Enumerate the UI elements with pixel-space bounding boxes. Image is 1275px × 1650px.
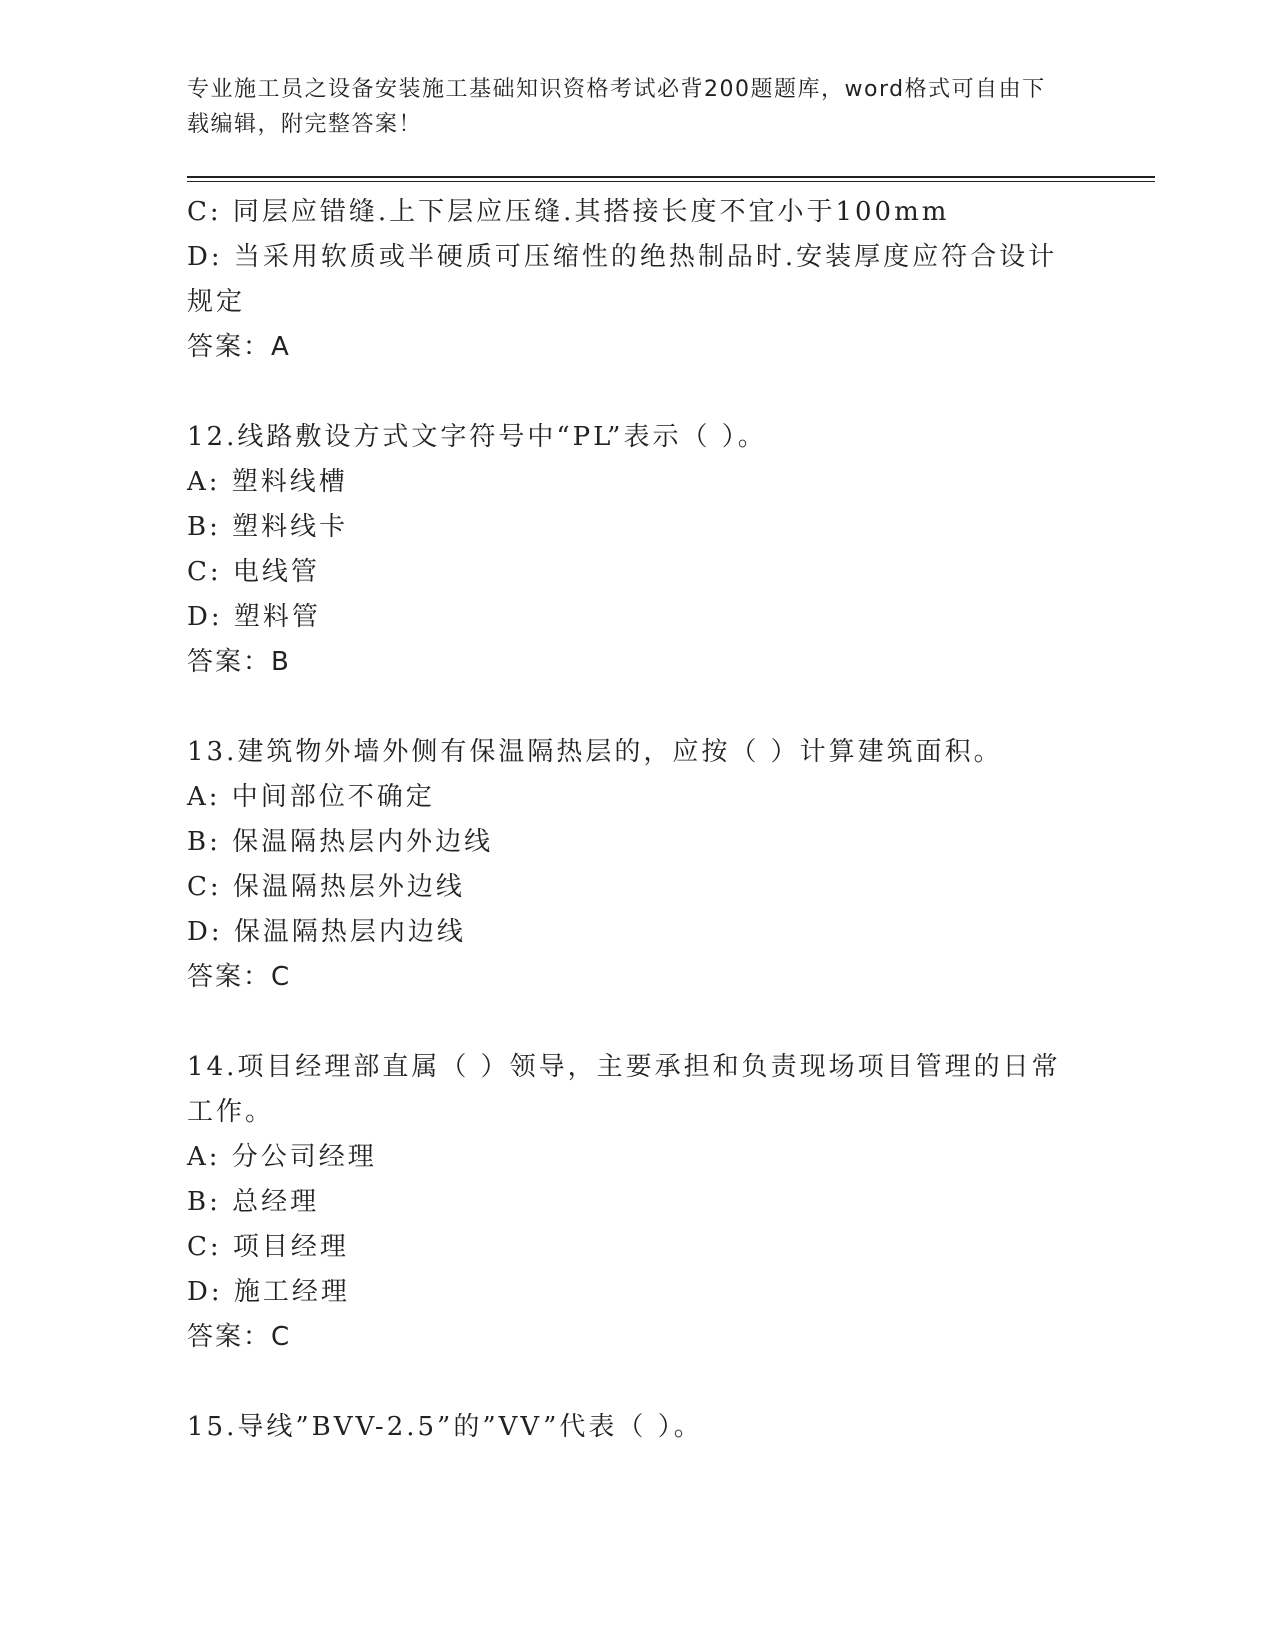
option-d: D: 当采用软质或半硬质可压缩性的绝热制品时.安装厚度应符合设计规定 bbox=[187, 242, 1058, 317]
option-a: A: 中间部位不确定 bbox=[187, 782, 435, 812]
header-rule-thick bbox=[187, 176, 1155, 178]
answer: 答案：A bbox=[187, 332, 291, 362]
question-stem: 12.线路敷设方式文字符号中“PL”表示（ ）。 bbox=[187, 422, 767, 452]
option-c: C: 同层应错缝.上下层应压缝.其搭接长度不宜小于100mm bbox=[187, 197, 950, 227]
answer: 答案：B bbox=[187, 647, 291, 677]
question-stem: 13.建筑物外墙外侧有保温隔热层的，应按（ ）计算建筑面积。 bbox=[187, 737, 1003, 767]
header-rule-thin bbox=[187, 181, 1155, 182]
question-13 bbox=[187, 730, 1067, 1000]
question-15 bbox=[187, 1405, 1067, 1450]
question-stem: 15.导线”BVV-2.5”的”VV”代表（ ）。 bbox=[187, 1412, 703, 1442]
question-stem: 14.项目经理部直属（ ）领导，主要承担和负责现场项目管理的日常工作。 bbox=[187, 1052, 1061, 1127]
document-header: 专业施工员之设备安装施工基础知识资格考试必背200题题库，word格式可自由下载编辑，附完整答案！ bbox=[187, 77, 1046, 137]
option-c: C: 项目经理 bbox=[187, 1232, 349, 1262]
option-c: C: 保温隔热层外边线 bbox=[187, 872, 465, 902]
option-d: D: 保温隔热层内边线 bbox=[187, 917, 466, 947]
answer: 答案：C bbox=[187, 962, 292, 992]
option-b: B: 塑料线卡 bbox=[187, 512, 349, 542]
option-b: B: 保温隔热层内外边线 bbox=[187, 827, 494, 857]
question-14 bbox=[187, 1045, 1067, 1360]
question-11-tail bbox=[187, 190, 1067, 370]
option-d: D: 塑料管 bbox=[187, 602, 321, 632]
answer: 答案：C bbox=[187, 1322, 292, 1352]
option-c: C: 电线管 bbox=[187, 557, 320, 587]
option-d: D: 施工经理 bbox=[187, 1277, 350, 1307]
option-b: B: 总经理 bbox=[187, 1187, 320, 1217]
option-a: A: 塑料线槽 bbox=[187, 467, 348, 497]
document-body bbox=[187, 190, 1067, 1450]
option-a: A: 分公司经理 bbox=[187, 1142, 377, 1172]
question-12 bbox=[187, 415, 1067, 685]
